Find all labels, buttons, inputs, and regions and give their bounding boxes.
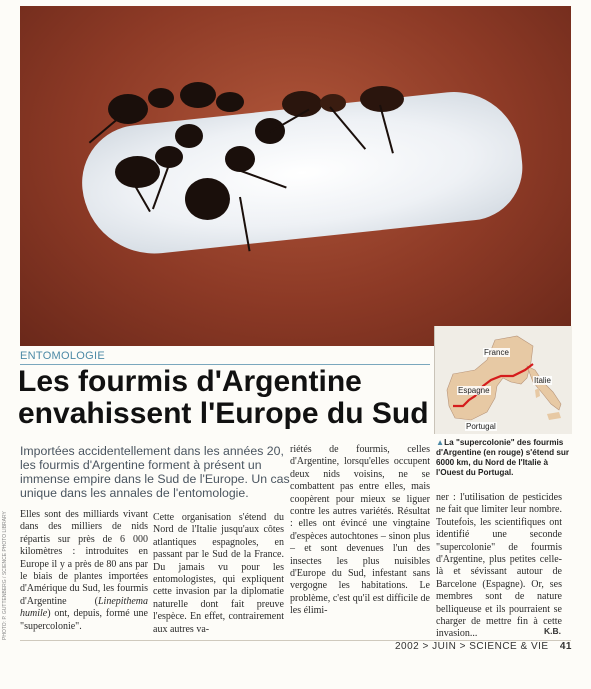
ant-3-thorax — [148, 88, 174, 108]
europe-map — [434, 326, 572, 434]
page-folio — [395, 641, 572, 652]
article-column-2: Cette organisation s'étend du Nord de l'Italie jusqu'aux côtes atlantiques espagnoles, en passant par le Sud de la France. Du jamais vu pour les entomologistes, qui expliquent cette invasion par la diplomatie naturelle dont fait preuve l'espèce. En effet, contrairement aux autres va- — [153, 512, 284, 635]
ant-photo — [20, 6, 571, 346]
folio-text: 2002 > JUIN > SCIENCE & VIE — [395, 641, 549, 652]
author-signature: K.B. — [544, 626, 561, 636]
headline-line-2: envahissent l'Europe du Sud — [18, 397, 429, 430]
col1-species-name: Linepithema humile — [20, 595, 148, 620]
photo-credit: PHOTO: P. GUTTENBERG / SCIENCE PHOTO LIBRARY — [2, 511, 8, 640]
col1-text-a: Elles sont des milliards vivant dans des milliers de nids répartis sur près de 6 000 kilomètres : introduites en Europe il y a près de 80 ans par le biais de plantes importées d'Amérique du Sud, les fourmis d'Argentine ( — [20, 509, 148, 607]
map-label-france: France — [484, 348, 509, 357]
ant-2 — [185, 178, 230, 220]
article-headline — [18, 366, 438, 430]
ant-4 — [180, 82, 216, 108]
ant-1 — [115, 156, 160, 188]
col1-text-b: ) ont, depuis, formé une "supercolonie". — [20, 608, 148, 632]
headline-line-1: Les fourmis d'Argentine — [18, 365, 362, 398]
section-rubric: ENTOMOLOGIE — [20, 350, 105, 362]
map-label-espagne: Espagne — [458, 386, 490, 395]
article-lead: Importées accidentellement dans les années 20, les fourmis d'Argentine forment à présent un immense empire dans le Sud de l'Europe. Un cas unique dans les annales de l'entomologie. — [20, 444, 290, 500]
article-column-4: ner : l'utilisation de pesticides ne fait que limiter leur nombre. Toutefois, les scientifiques ont identifié une seconde "supercolonie" de fourmis d'Argentine, plus petites celle-là et sévissant autour de Barcelone (Espagne). Or, ses membres sont de nature belliqueuse et ils pourraient se charger de mettre fin à cette invasion... — [436, 492, 562, 640]
map-label-portugal: Portugal — [466, 422, 496, 431]
ant-4-thorax — [216, 92, 244, 112]
ant-1-head — [175, 124, 203, 148]
map-caption — [436, 438, 571, 478]
caption-arrow-icon: ▲ — [436, 438, 445, 447]
map-caption-text: La "supercolonie" des fourmis d'Argentine (en rouge) s'étend sur 6000 km, du Nord de l'Italie à l'Ouest du Portugal. — [436, 438, 570, 477]
map-label-italie: Italie — [534, 376, 551, 385]
page-number: 41 — [559, 641, 572, 652]
article-column-1 — [20, 509, 148, 633]
article-column-3: riétés de fourmis, celles d'Argentine, lorsqu'elles occupent deux nids voisins, ne se combattent pas entre elles, mais coopèrent pour mieux se liguer contre les autres variétés. Résultat : elles ont évincé une vingtaine d'espèces autochtones – sinon plus – et sont devenues l'un des insectes les plus nuisibles d'Europe du Sud, infestant sans vergogne les habitations. Le problème, c'est qu'il est difficile de les élimi- — [290, 444, 430, 617]
